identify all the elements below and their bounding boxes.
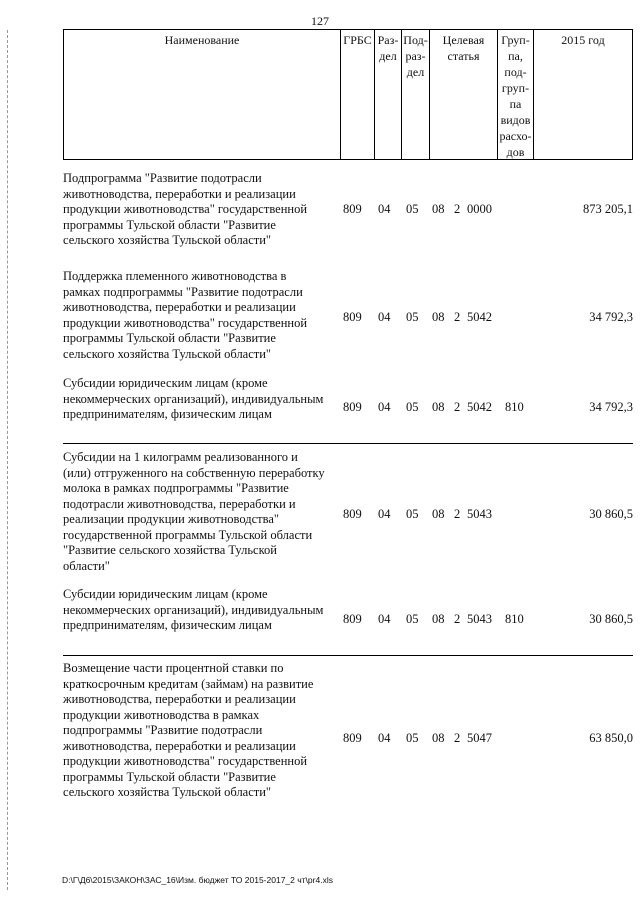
row-cs1: 08 <box>432 731 445 745</box>
row-grbs: 809 <box>343 202 362 216</box>
row-name: Субсидии юридическим лицам (кроме некоммерческих организаций), индивидуальным предпринимателям, физическим лицам <box>63 587 324 632</box>
row-cs1: 08 <box>432 612 445 626</box>
row-razdel: 04 <box>378 400 391 414</box>
row-cs1: 08 <box>432 507 445 521</box>
row-amount: 873 205,1 <box>583 202 633 216</box>
row-cs3: 5043 <box>467 507 492 521</box>
row-vr: 810 <box>505 400 524 414</box>
row-cs3: 0000 <box>467 202 492 216</box>
row-grbs: 809 <box>343 731 362 745</box>
row-podrazdel: 05 <box>406 310 419 324</box>
row-podrazdel: 05 <box>406 731 419 745</box>
row-razdel: 04 <box>378 612 391 626</box>
row-cs1: 08 <box>432 310 445 324</box>
row-amount: 30 860,5 <box>589 612 633 626</box>
file-path-footer: D:\Г\Д6\2015\ЗАКОН\ЗАС_16\Изм. бюджет ТО 2015-2017_2 чт\pr4.xls <box>62 875 333 885</box>
row-amount: 34 792,3 <box>589 310 633 324</box>
row-grbs: 809 <box>343 310 362 324</box>
row-grbs: 809 <box>343 507 362 521</box>
row-amount: 30 860,5 <box>589 507 633 521</box>
row-cs1: 08 <box>432 202 445 216</box>
row-cs3: 5047 <box>467 731 492 745</box>
row-name: Возмещение части процентной ставки по краткосрочным кредитам (займам) на развитие животноводства, переработки и реализации продукции животноводства в рамках подпрограммы "Развитие подотрасли животноводства, переработки и реализации продукции животноводства" государственной программы Тульской области "Развитие сельского хозяйства Тульской области" <box>63 661 314 799</box>
row-cs3: 5042 <box>467 400 492 414</box>
row-amount: 34 792,3 <box>589 400 633 414</box>
row-razdel: 04 <box>378 731 391 745</box>
row-cs3: 5043 <box>467 612 492 626</box>
row-name: Поддержка племенного животноводства в рамках подпрограммы "Развитие подотрасли животноводства, переработки и реализации продукции животноводства" государственной программы Тульской области "Развитие сельского хозяйства Тульской области" <box>63 269 308 361</box>
table-header <box>63 29 633 160</box>
row-razdel: 04 <box>378 202 391 216</box>
row-razdel: 04 <box>378 310 391 324</box>
row-cs2: 2 <box>454 507 461 521</box>
row-podrazdel: 05 <box>406 507 419 521</box>
row-cs1: 08 <box>432 400 445 414</box>
header-year: 2015 год <box>561 33 605 47</box>
row-amount: 63 850,0 <box>589 731 633 745</box>
row-divider <box>63 443 633 444</box>
header-grbs: ГРБС <box>341 30 375 159</box>
row-cs2: 2 <box>454 202 461 216</box>
row-name: Подпрограмма "Развитие подотрасли животноводства, переработки и реализации продукции животноводства" государственной программы Тульской области "Развитие сельского хозяйства Тульской области" <box>63 171 308 247</box>
margin-marks <box>7 30 12 890</box>
row-name: Субсидии на 1 килограмм реализованного и (или) отгруженного на собственную переработку молока в рамках подпрограммы "Развитие подотрасли животноводства, переработки и реализации продукции животноводства" государственной программы Тульской области "Развитие сельского хозяйства Тульской области" <box>63 450 325 573</box>
row-divider <box>63 655 633 656</box>
row-podrazdel: 05 <box>406 202 419 216</box>
row-vr: 810 <box>505 612 524 626</box>
row-cs2: 2 <box>454 612 461 626</box>
header-podrazdel: Под- раз- дел <box>402 30 430 159</box>
header-razdel: Раз- дел <box>375 30 402 159</box>
row-podrazdel: 05 <box>406 400 419 414</box>
row-grbs: 809 <box>343 612 362 626</box>
row-cs2: 2 <box>454 310 461 324</box>
row-grbs: 809 <box>343 400 362 414</box>
header-celevaya: Целевая статья <box>430 30 498 159</box>
row-cs2: 2 <box>454 731 461 745</box>
header-group: Груп- па, под- груп- па видов расхо- дов <box>498 30 534 159</box>
row-cs2: 2 <box>454 400 461 414</box>
row-cs3: 5042 <box>467 310 492 324</box>
page-number: 127 <box>311 14 329 28</box>
row-razdel: 04 <box>378 507 391 521</box>
row-name: Субсидии юридическим лицам (кроме некоммерческих организаций), индивидуальным предпринимателям, физическим лицам <box>63 376 324 421</box>
row-podrazdel: 05 <box>406 612 419 626</box>
header-name: Наименование <box>64 30 341 159</box>
